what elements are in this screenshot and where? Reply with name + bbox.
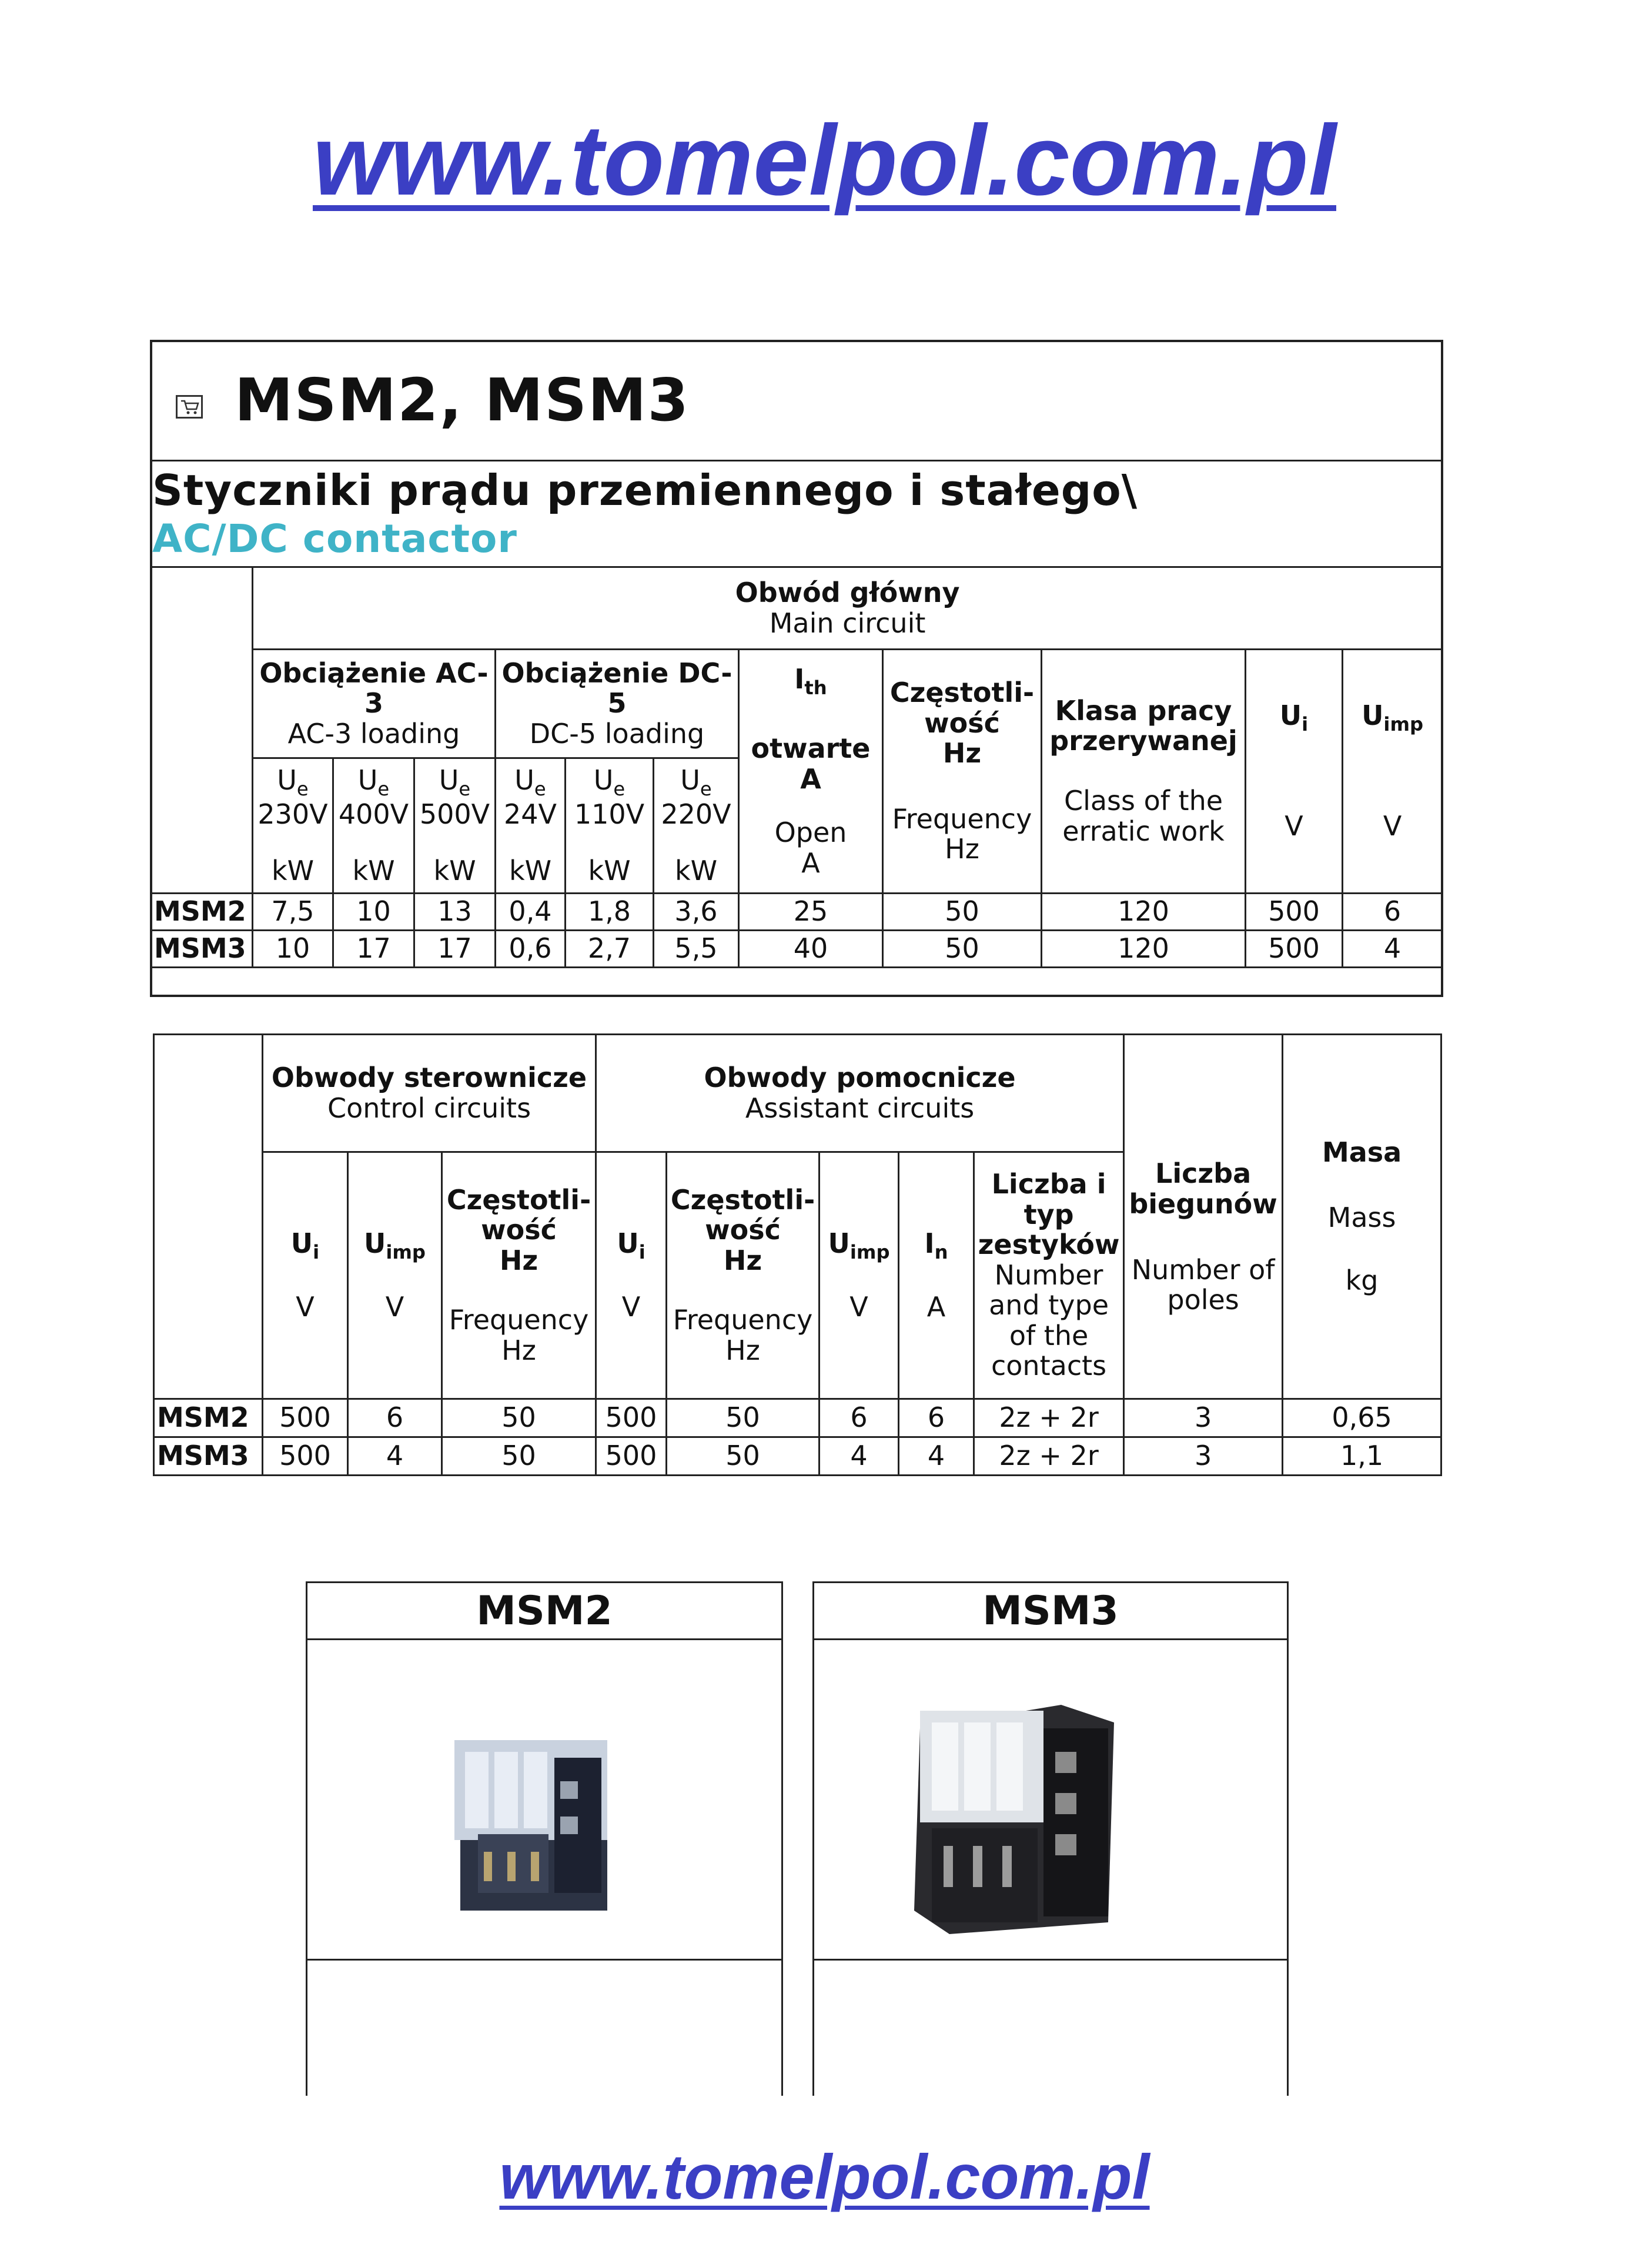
photo-empty-cell bbox=[812, 1961, 1289, 2096]
title-row bbox=[152, 342, 1441, 461]
aux-in-header bbox=[899, 1152, 974, 1399]
main-circuit-header bbox=[253, 567, 1443, 650]
ue-230v-header bbox=[253, 758, 333, 894]
frequency-pl: Częstotli-wość bbox=[446, 1183, 591, 1246]
frequency-unit: Hz bbox=[725, 1334, 760, 1366]
ue-230v: 230V bbox=[257, 798, 328, 831]
ui-unit: V bbox=[1285, 810, 1303, 842]
table-cell: 17 bbox=[414, 931, 496, 968]
ui-symbol: U bbox=[290, 1227, 313, 1259]
kw-unit: kW bbox=[509, 854, 552, 887]
ue-110v-header bbox=[566, 758, 654, 894]
row-label: MSM3 bbox=[151, 931, 253, 968]
control-circuits-pl: Obwody sterownicze bbox=[271, 1061, 587, 1093]
corner-cell bbox=[151, 567, 253, 894]
table-cell: 10 bbox=[253, 931, 333, 968]
table-cell: 50 bbox=[442, 1437, 596, 1476]
volt-unit: V bbox=[296, 1290, 315, 1323]
control-aux-circuits-table bbox=[153, 1033, 1442, 1476]
ue-subscript: e bbox=[296, 778, 309, 801]
frequency-unit: Hz bbox=[945, 833, 979, 865]
ac3-pl: Obciążenie AC-3 bbox=[259, 657, 489, 720]
table-cell: 1,1 bbox=[1283, 1437, 1441, 1476]
table-cell: 1,8 bbox=[566, 894, 654, 931]
aux-circuits-en: Assistant circuits bbox=[745, 1092, 975, 1124]
control-uimp-header bbox=[348, 1152, 442, 1399]
aux-uimp-header bbox=[820, 1152, 899, 1399]
volt-unit: V bbox=[385, 1290, 404, 1323]
ue-subscript: e bbox=[534, 778, 546, 801]
ue-subscript: e bbox=[377, 778, 390, 801]
aux-circuits-pl: Obwody pomocnicze bbox=[704, 1061, 1016, 1093]
ui-subscript: i bbox=[313, 1240, 320, 1263]
frequency-pl: Częstotli-wość bbox=[670, 1183, 815, 1246]
aux-frequency-header bbox=[667, 1152, 820, 1399]
contacts-pl: Liczba i typ zestyków bbox=[978, 1168, 1120, 1261]
website-url-top[interactable]: www.tomelpol.com.pl bbox=[312, 105, 1336, 216]
control-circuits-header bbox=[263, 1035, 596, 1152]
ith-unit-bold: A bbox=[800, 762, 821, 795]
ue-symbol: U bbox=[277, 764, 297, 796]
ue-symbol: U bbox=[357, 764, 378, 796]
table-cell: 50 bbox=[442, 1399, 596, 1437]
volt-unit: V bbox=[621, 1290, 641, 1323]
table-cell: 500 bbox=[263, 1399, 348, 1437]
work-class-en: Class of the erratic work bbox=[1062, 785, 1225, 847]
mass-en: Mass bbox=[1327, 1202, 1396, 1234]
ue-500v: 500V bbox=[419, 798, 490, 831]
work-class-pl: Klasa pracy przerywanej bbox=[1049, 694, 1237, 757]
main-circuit-en: Main circuit bbox=[769, 607, 926, 639]
website-url-bottom[interactable]: www.tomelpol.com.pl bbox=[499, 2141, 1150, 2212]
dc5-pl: Obciążenie DC-5 bbox=[501, 657, 732, 720]
ith-symbol: I bbox=[794, 663, 805, 695]
photo-caption-msm3: MSM3 bbox=[812, 1581, 1289, 1640]
ith-subscript: th bbox=[804, 677, 827, 700]
ui-header bbox=[1246, 650, 1343, 894]
kw-unit: kW bbox=[352, 854, 395, 887]
table-cell: 50 bbox=[883, 894, 1042, 931]
table-cell: 500 bbox=[1246, 931, 1343, 968]
ac3-header bbox=[253, 650, 496, 758]
uimp-symbol: U bbox=[1362, 700, 1384, 732]
frequency-unit-bold: Hz bbox=[723, 1244, 762, 1276]
corner-cell bbox=[154, 1035, 263, 1399]
table-cell: 0,4 bbox=[496, 894, 566, 931]
ue-400v: 400V bbox=[338, 798, 409, 831]
ui-symbol: U bbox=[1279, 700, 1302, 732]
table-cell: 500 bbox=[596, 1399, 667, 1437]
table-cell: 0,6 bbox=[496, 931, 566, 968]
photo-frame-msm2 bbox=[306, 1640, 783, 1961]
contactor-msm2-image bbox=[307, 1640, 781, 1958]
table-cell: 4 bbox=[1343, 931, 1443, 968]
contacts-en: Number and type of the contacts bbox=[989, 1259, 1109, 1382]
ith-pl: otwarte bbox=[751, 732, 871, 765]
control-frequency-header bbox=[442, 1152, 596, 1399]
aux-ui-header bbox=[596, 1152, 667, 1399]
ue-symbol: U bbox=[514, 764, 534, 796]
subtitle-polish: Styczniki prądu przemiennego i stałego\ bbox=[152, 466, 1138, 515]
poles-en: Number of poles bbox=[1131, 1253, 1275, 1316]
frequency-unit: Hz bbox=[501, 1334, 536, 1366]
shopping-cart-icon bbox=[176, 395, 203, 419]
table-row bbox=[151, 931, 1443, 968]
photo-frame-msm3 bbox=[812, 1640, 1289, 1961]
table-cell: 120 bbox=[1042, 894, 1246, 931]
table-cell: 10 bbox=[333, 894, 414, 931]
table-cell: 2z + 2r bbox=[974, 1399, 1124, 1437]
table-cell: 40 bbox=[739, 931, 883, 968]
kw-unit: kW bbox=[271, 854, 315, 887]
table-cell: 6 bbox=[1343, 894, 1443, 931]
table-cell: 5,5 bbox=[654, 931, 739, 968]
ue-symbol: U bbox=[593, 764, 614, 796]
ue-subscript: e bbox=[700, 778, 712, 801]
table-cell: 500 bbox=[596, 1437, 667, 1476]
table-cell: 120 bbox=[1042, 931, 1246, 968]
table-row bbox=[154, 1437, 1441, 1476]
dc5-header bbox=[496, 650, 739, 758]
table-row bbox=[151, 894, 1443, 931]
ue-symbol: U bbox=[439, 764, 459, 796]
uimp-unit: V bbox=[1383, 810, 1402, 842]
ue-110v: 110V bbox=[574, 798, 645, 831]
control-ui-header bbox=[263, 1152, 348, 1399]
contactor-msm3-image bbox=[814, 1640, 1287, 1958]
in-subscript: n bbox=[934, 1240, 948, 1263]
ui-subscript: i bbox=[638, 1240, 645, 1263]
kw-unit: kW bbox=[433, 854, 476, 887]
mass-pl: Masa bbox=[1322, 1136, 1402, 1168]
mass-header bbox=[1283, 1035, 1441, 1399]
ue-subscript: e bbox=[613, 778, 626, 801]
table-cell: 4 bbox=[348, 1437, 442, 1476]
table-cell: 6 bbox=[348, 1399, 442, 1437]
row-label: MSM2 bbox=[151, 894, 253, 931]
subtitle-english: AC/DC contactor bbox=[152, 516, 517, 561]
mass-unit: kg bbox=[1345, 1264, 1379, 1296]
ue-220v: 220V bbox=[661, 798, 731, 831]
table-cell: 6 bbox=[899, 1399, 974, 1437]
frequency-en: Frequency bbox=[449, 1304, 589, 1336]
frequency-unit-bold: Hz bbox=[942, 737, 982, 770]
ue-24v-header bbox=[496, 758, 566, 894]
photo-empty-cell bbox=[306, 1961, 783, 2096]
table-cell: 4 bbox=[820, 1437, 899, 1476]
uimp-subscript: imp bbox=[1383, 713, 1424, 736]
table-cell: 50 bbox=[883, 931, 1042, 968]
work-class-header bbox=[1042, 650, 1246, 894]
table-cell: 50 bbox=[667, 1399, 820, 1437]
ith-unit: A bbox=[801, 847, 820, 879]
uimp-subscript: imp bbox=[849, 1240, 890, 1263]
table-cell: 4 bbox=[899, 1437, 974, 1476]
ue-400v-header bbox=[333, 758, 414, 894]
dc5-en: DC-5 loading bbox=[529, 717, 705, 750]
ue-symbol: U bbox=[680, 764, 700, 796]
frequency-header bbox=[883, 650, 1042, 894]
table-cell: 3 bbox=[1124, 1399, 1283, 1437]
poles-header bbox=[1124, 1035, 1283, 1399]
page-title: MSM2, MSM3 bbox=[235, 366, 690, 434]
ith-header bbox=[739, 650, 883, 894]
in-symbol: I bbox=[924, 1227, 935, 1259]
table-cell: 2,7 bbox=[566, 931, 654, 968]
photo-caption-msm2: MSM2 bbox=[306, 1581, 783, 1640]
poles-pl: Liczba biegunów bbox=[1129, 1158, 1277, 1220]
ue-500v-header bbox=[414, 758, 496, 894]
table-row bbox=[154, 1399, 1441, 1437]
amp-unit: A bbox=[926, 1290, 946, 1323]
table-cell: 6 bbox=[820, 1399, 899, 1437]
table-cell: 50 bbox=[667, 1437, 820, 1476]
row-label: MSM3 bbox=[154, 1437, 263, 1476]
table-cell: 25 bbox=[739, 894, 883, 931]
ac3-en: AC-3 loading bbox=[287, 717, 460, 750]
table-cell: 3,6 bbox=[654, 894, 739, 931]
table-cell: 2z + 2r bbox=[974, 1437, 1124, 1476]
frequency-unit-bold: Hz bbox=[499, 1244, 538, 1276]
table-cell: 3 bbox=[1124, 1437, 1283, 1476]
main-circuit-pl: Obwód główny bbox=[735, 576, 960, 608]
table-cell: 0,65 bbox=[1283, 1399, 1441, 1437]
uimp-symbol: U bbox=[828, 1227, 850, 1259]
aux-circuits-header bbox=[596, 1035, 1124, 1152]
ith-en: Open bbox=[774, 817, 847, 849]
main-circuit-table bbox=[150, 566, 1443, 968]
control-circuits-en: Control circuits bbox=[327, 1092, 531, 1124]
volt-unit: V bbox=[849, 1290, 868, 1323]
frequency-en: Frequency bbox=[673, 1304, 813, 1336]
uimp-subscript: imp bbox=[386, 1240, 426, 1263]
frequency-en: Frequency bbox=[892, 802, 1032, 835]
kw-unit: kW bbox=[674, 854, 718, 887]
table-cell: 500 bbox=[1246, 894, 1343, 931]
row-label: MSM2 bbox=[154, 1399, 263, 1437]
ue-220v-header bbox=[654, 758, 739, 894]
uimp-symbol: U bbox=[364, 1227, 386, 1259]
frequency-pl: Częstotli-wość bbox=[889, 677, 1035, 739]
contacts-header bbox=[974, 1152, 1124, 1399]
ue-24v: 24V bbox=[503, 798, 557, 831]
table-cell: 500 bbox=[263, 1437, 348, 1476]
ui-subscript: i bbox=[1302, 713, 1309, 736]
table-cell: 7,5 bbox=[253, 894, 333, 931]
ui-symbol: U bbox=[617, 1227, 639, 1259]
uimp-header bbox=[1343, 650, 1443, 894]
ue-subscript: e bbox=[459, 778, 471, 801]
table-cell: 17 bbox=[333, 931, 414, 968]
table-cell: 13 bbox=[414, 894, 496, 931]
kw-unit: kW bbox=[588, 854, 631, 887]
